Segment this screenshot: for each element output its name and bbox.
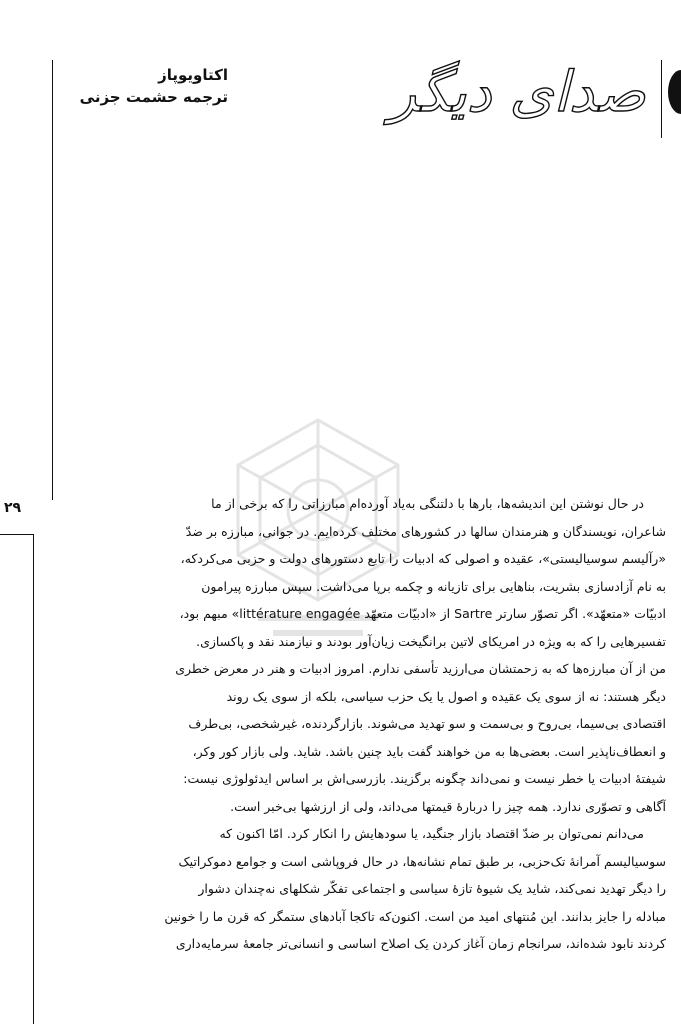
body-line: آگاهی و تصوّری ندارد. همه چیز را دربارهٔ قیمتها می‌داند، ولی از ارزشها بی‌خبر است. <box>230 798 666 814</box>
body-line: «رآلیسم سوسیالیستی»، عقیده و اصولی که ادبیات را تابع دستورهای دولت و حزبی می‌کردکه، <box>180 551 666 566</box>
page-number: ۲۹ <box>4 500 22 516</box>
translator-credit: ترجمه‌ حشمت جزنی <box>79 88 228 106</box>
page-title: صدای دیگر <box>389 60 646 125</box>
body-text <box>60 490 666 958</box>
body-line: اقتصادی بی‌سیما، بی‌روح و بی‌سمت و سو تهدید می‌شوند. بازارگردنده، غیرشخصی، بی‌طرف <box>188 716 666 731</box>
body-line: مبادله را جایز بدانند. این مُنتهای امید من است. اکنون‌که تاکجا آبادهای ستمگر که قرن ما را خونین <box>164 908 666 924</box>
header-divider-line <box>661 60 662 138</box>
chapter-marker <box>668 70 681 114</box>
body-line: ادبیّات «متعهّد». اگر تصوّر سارتر Sartre از «ادبیّات متعهّد littérature engagée» مبهم بود، <box>179 606 666 621</box>
body-line: کردند نابود شده‌اند، سرانجام زمان آغاز کردن یک اصلاح اساسی و انسانی‌تر جامعهٔ سرمایه‌داری <box>175 936 666 951</box>
margin-rule-bottom <box>33 534 34 1024</box>
body-line: و انعطاف‌ناپذیر است. بعضی‌ها به من خواهند گفت باید چنین باشد. شاید. ولی بازار کور وکر، <box>192 743 666 759</box>
body-line: در حال نوشتن این اندیشه‌ها، بارها با دلتنگی به‌یاد آورده‌ام مبارزاتی را که برخی از ما <box>211 496 644 511</box>
body-line: به نام آزادسازی بشریت، بناهایی برای تازیانه و چکمه برپا می‌داشت. سپس مبارزه پیرامون <box>201 578 666 594</box>
body-line: دیگر هستند: نه از سوی یک عقیده و اصول یا یک حزب سیاسی، بلکه از سوی یک روند <box>226 688 666 704</box>
margin-tick <box>0 534 34 535</box>
body-line: تفسیرهایی را که به ویژه در امریکای لاتین برانگیخت زیان‌آور بودند و نیازمند نقد و پاکسازی. <box>196 633 666 649</box>
body-line: شاعران، نویسندگان و هنرمندان سالها در کشورهای مختلف کرده‌ایم. در جوانی، مبارزه بر ضدّ <box>185 523 666 539</box>
author-block <box>68 64 228 108</box>
margin-rule-top <box>52 60 53 500</box>
body-line: من از آن مبارزه‌ها که به زحمتشان می‌ارزید تأسفی ندارم. امروز ادبیات و هنر در معرض خطری <box>175 661 666 676</box>
body-line: را دیگر تهدید نمی‌کند، شاید یک شیوهٔ تازهٔ سیاسی و اجتماعی تفکّر شکلهای نه‌چندان دشوار <box>198 881 666 896</box>
body-line: شیفتهٔ ادبیات یا خطر نیست و نمی‌داند چگونه برگزیند. بازرسی‌اش بر اساس ایدئولوژی نیست: <box>183 771 666 786</box>
author-name: اکتاویوپاز <box>158 66 228 84</box>
body-line: سوسیالیسم آمرانهٔ تک‌حزبی، بر طبق تمام نشانه‌ها، در حال فروپاشی است و جوامع دموکراتیک <box>178 853 666 869</box>
body-line: می‌دانم نمی‌توان بر ضدّ اقتصاد بازار جنگید، یا سودهایش را انکار کرد. امّا اکنون که <box>219 826 644 841</box>
